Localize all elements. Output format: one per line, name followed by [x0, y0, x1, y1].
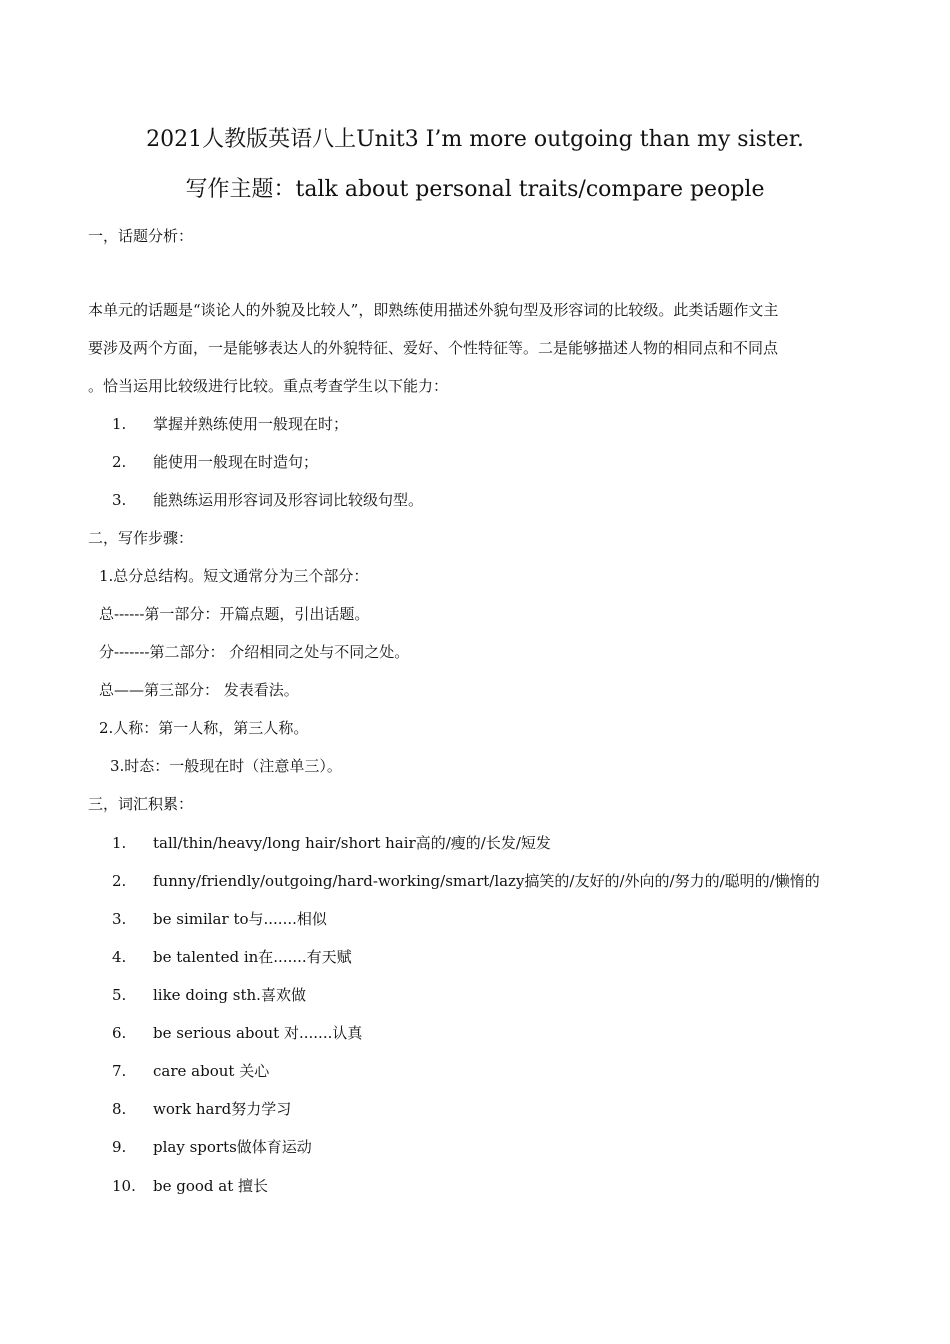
- paragraph-line: 要涉及两个方面，一是能够表达人的外貌特征、爱好、个性特征等。二是能够描述人物的相同点和不同点: [88, 339, 779, 357]
- list-number: 1.: [112, 415, 127, 433]
- list-number: 5.: [112, 986, 127, 1004]
- section-heading-writing-steps: 二，写作步骤：: [88, 529, 194, 547]
- vocab-item: be serious about 对.......认真: [153, 1024, 363, 1042]
- steps-line: 总——第三部分： 发表看法。: [99, 681, 299, 699]
- list-number: 8.: [112, 1100, 127, 1118]
- list-item: 能使用一般现在时造句；: [153, 453, 319, 471]
- list-number: 7.: [112, 1062, 127, 1080]
- document-subtitle: 写作主题：talk about personal traits/compare people: [185, 177, 765, 202]
- steps-line: 总------第一部分：开篇点题，引出话题。: [99, 605, 370, 623]
- list-number: 4.: [112, 948, 127, 966]
- vocab-item: be talented in在.......有天赋: [153, 948, 352, 966]
- list-item: 掌握并熟练使用一般现在时；: [153, 415, 349, 433]
- steps-line: 3.时态：一般现在时（注意单三）。: [110, 757, 342, 775]
- list-number: 3.: [112, 910, 127, 928]
- vocab-item: be good at 擅长: [153, 1177, 269, 1195]
- list-number: 1.: [112, 834, 127, 852]
- section-heading-vocabulary: 三，词汇积累：: [88, 795, 194, 813]
- list-number: 10.: [112, 1177, 136, 1195]
- steps-line: 1.总分总结构。短文通常分为三个部分：: [99, 567, 369, 585]
- vocab-item: tall/thin/heavy/long hair/short hair高的/瘦的/长发/短发: [153, 834, 551, 852]
- section-heading-topic-analysis: 一，话题分析：: [88, 227, 194, 245]
- list-number: 2.: [112, 453, 127, 471]
- list-number: 3.: [112, 491, 127, 509]
- list-item: 能熟练运用形容词及形容词比较级句型。: [153, 491, 424, 509]
- list-number: 9.: [112, 1138, 127, 1156]
- vocab-item: care about 关心: [153, 1062, 270, 1080]
- vocab-item: work hard努力学习: [153, 1100, 292, 1118]
- steps-line: 分-------第二部分： 介绍相同之处与不同之处。: [99, 643, 410, 661]
- vocab-item: like doing sth.喜欢做: [153, 986, 306, 1004]
- vocab-item: be similar to与.......相似: [153, 910, 327, 928]
- paragraph-line: 。恰当运用比较级进行比较。重点考查学生以下能力：: [88, 377, 449, 395]
- document-title: 2021人教版英语八上Unit3 I’m more outgoing than my sister.: [146, 127, 804, 152]
- steps-line: 2.人称：第一人称，第三人称。: [99, 719, 309, 737]
- list-number: 6.: [112, 1024, 127, 1042]
- vocab-item: play sports做体育运动: [153, 1138, 312, 1156]
- list-number: 2.: [112, 872, 127, 890]
- paragraph-line: 本单元的话题是“谈论人的外貌及比较人”，即熟练使用描述外貌句型及形容词的比较级。此类话题作文主: [88, 301, 779, 319]
- vocab-item: funny/friendly/outgoing/hard-working/smart/lazy搞笑的/友好的/外向的/努力的/聪明的/懒惰的: [153, 872, 820, 890]
